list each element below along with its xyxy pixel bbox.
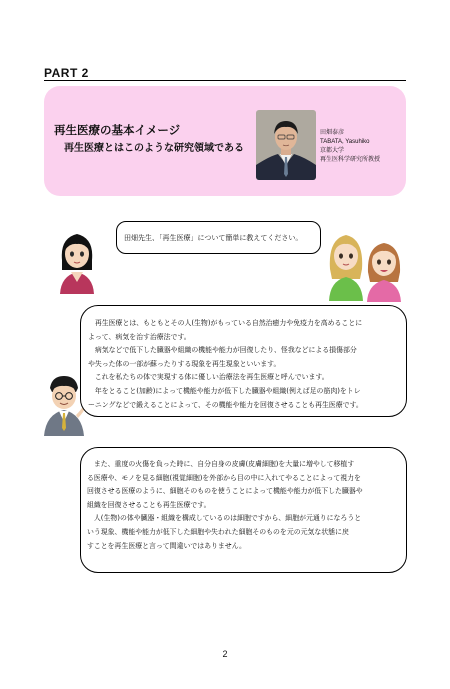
girl-brown-hair-illustration <box>364 236 404 302</box>
answer-2-line: 人(生物)の体や臓器・組織を構成しているのは細胞ですから、細胞が元通りになろうと <box>87 514 362 523</box>
header-rule <box>44 80 406 81</box>
answer-1-line: よって、病気を治す治療法です。 <box>88 332 191 341</box>
answer-2-line: いう現象、機能や能力が低下した細胞や失われた細胞そのものを元の元気な状態に戻 <box>87 527 349 536</box>
author-name-ja: 田畑泰彦 <box>320 130 345 136</box>
answer-2-line: 回復させる医療のように、細胞そのものを使うことによって機能や能力が低下した臓器や <box>87 487 363 496</box>
answer-bubble-2 <box>80 447 407 573</box>
answer-bubble-1 <box>80 305 407 417</box>
answer-2-line: 組織を回復させることも再生医療です。 <box>87 500 211 509</box>
answer-1-line: ーニングなどで鍛えることによって、その機能や能力を回復させることも再生医療です。 <box>88 400 363 409</box>
author-info <box>320 129 380 165</box>
girl-dark-hair-illustration <box>56 226 98 294</box>
answer-2-line: る医療や、モノを見る細胞(視覚細胞)を外部から目の中に入れてやることによって視力を <box>87 473 361 482</box>
author-position: 再生医科学研究所教授 <box>320 157 381 163</box>
answer-2-line: すことを再生医療と言って間違いではありません。 <box>87 541 246 550</box>
answer-1-line: 再生医療とは、もともとその人(生物)がもっている自然治癒力や免疫力を高めることに <box>88 319 363 327</box>
question-text: 田畑先生、「再生医療」について簡単に教えてください。 <box>124 234 303 242</box>
answer-1-line: 年をとること(加齢)によって機能や能力が低下した臓器や組織(例えば足の筋肉)をトレ <box>88 386 361 395</box>
part-label: PART 2 <box>44 66 89 80</box>
answer-2-text <box>87 458 363 553</box>
author-photo <box>256 110 316 180</box>
answer-1-line: これを私たちの体で実現する体に優しい治療法を再生医療と呼んでいます。 <box>88 373 329 382</box>
author-university: 京都大学 <box>320 148 345 154</box>
answer-1-line: や失った体の一部が蘇ったりする現象を再生現象といいます。 <box>88 359 281 368</box>
answer-2-line: また、重度の火傷を負った時に、自分自身の皮膚(皮膚細胞)を大量に増やして移植す <box>87 460 355 468</box>
question-bubble <box>116 221 321 254</box>
intro-title: 再生医療の基本イメージ <box>54 123 181 137</box>
intro-subtitle: 再生医療とはこのような研究領域である <box>64 143 244 154</box>
answer-1-line: 病気などで低下した臓器や組織の機能や能力が回復したり、怪我などによる損傷部分 <box>88 346 357 355</box>
girl-blonde-illustration <box>326 229 366 301</box>
answer-1-text <box>88 317 363 412</box>
author-name-en: TABATA, Yasuhiko <box>320 139 370 145</box>
intro-box <box>44 86 406 196</box>
page-number: 2 <box>222 649 228 659</box>
